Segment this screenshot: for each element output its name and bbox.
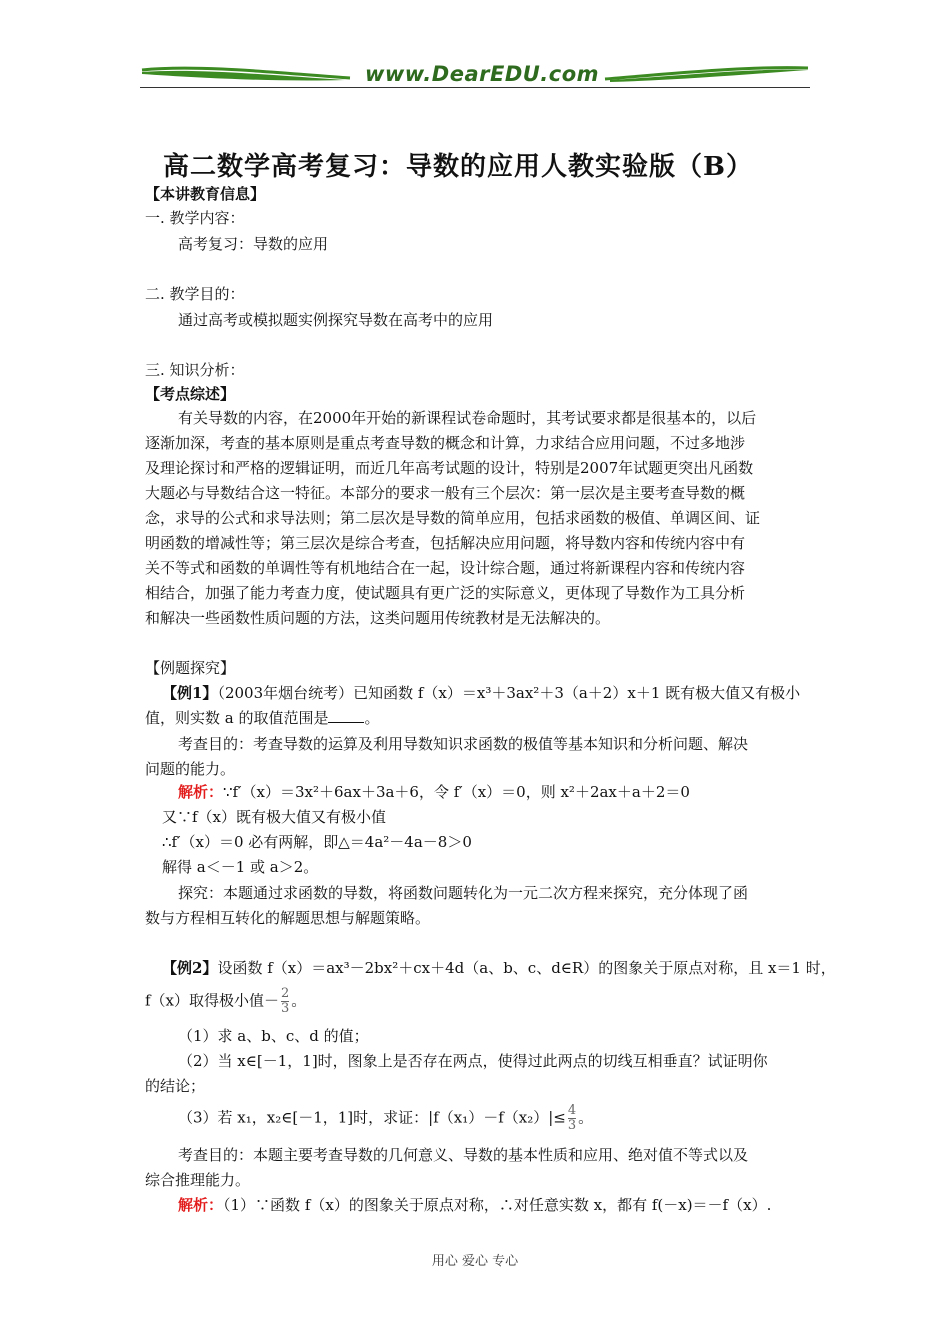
- ex2-q3-pre: （3）若 x₁，x₂∈[－1，1]时，求证：|f（x₁）－f（x₂）|≤: [178, 1108, 566, 1127]
- s3-para-line: 相结合，加强了能力考查力度，使试题具有更广泛的实际意义，更体现了导数作为工具分析: [145, 584, 746, 602]
- ex1-goal-line: 问题的能力。: [145, 760, 236, 778]
- fraction: [281, 987, 289, 1016]
- fraction-numerator: 2: [281, 986, 290, 1001]
- ex2-question-1: （1）求 a、b、c、d 的值；: [178, 1027, 369, 1045]
- ex1-solution-text: ∵f′（x）＝3x²＋6ax＋3a＋6，令 f′（x）＝0，则 x²＋2ax＋a＋2＝0: [223, 783, 690, 801]
- s2-body: 通过高考或模拟题实例探究导数在高考中的应用: [178, 311, 494, 329]
- s2-heading: 二. 教学目的：: [145, 285, 245, 303]
- s1-heading: 一. 教学内容：: [145, 209, 245, 227]
- ex1-line2: [145, 708, 380, 728]
- ex2-line1: [162, 958, 836, 978]
- ex2-question-2-cont: 的结论；: [145, 1077, 206, 1095]
- fraction-denominator: 3: [567, 1118, 577, 1133]
- header-divider: [140, 87, 810, 88]
- ex1-solution-label: 解析：: [178, 783, 224, 801]
- site-header: [140, 58, 810, 94]
- s3-heading: 三. 知识分析：: [145, 361, 245, 379]
- ex1-line2-pre: 值，则实数 a 的取值范围是: [145, 709, 329, 727]
- fraction: [568, 1104, 576, 1133]
- ex2-solution-line: [178, 1195, 771, 1215]
- s3-subheading: 【考点综述】: [145, 385, 236, 403]
- answer-blank: [328, 709, 364, 723]
- ex2-tag: 【例2】: [162, 959, 218, 977]
- ex2-question-2: （2）当 x∈[－1，1]时，图象上是否存在两点，使得过此两点的切线互相垂直？试证明你: [178, 1052, 768, 1070]
- ex1-line1-text: （2003年烟台统考）已知函数 f（x）＝x³＋3ax²＋3（a＋2）x＋1 既有极大值又有极小: [217, 684, 801, 702]
- ex1-line1: [162, 683, 800, 703]
- ex2-q3-post: 。: [578, 1108, 594, 1127]
- ex2-line2-post: 。: [291, 991, 307, 1010]
- ex2-line2-pre: f（x）取得极小值－: [145, 991, 280, 1010]
- s3-para-line: 念，求导的公式和求导法则；第二层次是导数的简单应用，包括求函数的极值、单调区间、证: [145, 509, 761, 527]
- ex1-line2-post: 。: [364, 709, 380, 727]
- s3-para-line: 明函数的增减性等；第三层次是综合考查，包括解决应用问题，将导数内容和传统内容中有: [145, 534, 746, 552]
- page-title: 高二数学高考复习：导数的应用人教实验版（B）: [163, 152, 753, 182]
- s3-para-line: 和解决一些函数性质问题的方法，这类问题用传统教材是无法解决的。: [145, 609, 611, 627]
- ex1-tag: 【例1】: [162, 684, 218, 702]
- ex2-solution-text: （1）∵函数 f（x）的图象关于原点对称，∴对任意实数 x，都有 f(－x)＝－f（x）.: [223, 1196, 772, 1214]
- ex2-question-3: [178, 1104, 593, 1133]
- s3-para-line: 有关导数的内容，在2000年开始的新课程试卷命题时，其考试要求都是很基本的，以后: [178, 409, 757, 427]
- site-logo-text: www.DearEDU.com: [364, 62, 600, 86]
- ex1-explore-line: 数与方程相互转化的解题思想与解题策略。: [145, 909, 431, 927]
- page-footer: 用心 爱心 专心: [431, 1254, 519, 1269]
- fraction-denominator: 3: [281, 1001, 290, 1016]
- ex1-solution-line: 解得 a＜－1 或 a＞2。: [162, 858, 319, 876]
- s3-para-line: 及理论探讨和严格的逻辑证明，而近几年高考试题的设计，特别是2007年试题更突出凡函数: [145, 459, 754, 477]
- ex1-solution-line: ∴f′（x）＝0 必有两解，即△＝4a²－4a－8＞0: [162, 833, 472, 851]
- ex2-goal-line: 综合推理能力。: [145, 1171, 251, 1189]
- examples-heading: 【例题探究】: [145, 659, 236, 677]
- ex1-goal-line: 考查目的：考查导数的运算及利用导数知识求函数的极值等基本知识和分析问题、解决: [178, 735, 749, 753]
- ex1-solution-line: 又∵f（x）既有极大值又有极小值: [162, 808, 387, 826]
- ex2-goal-line: 考查目的：本题主要考查导数的几何意义、导数的基本性质和应用、绝对值不等式以及: [178, 1146, 749, 1164]
- ex1-explore-line: 探究：本题通过求函数的导数，将函数问题转化为一元二次方程来探究，充分体现了函: [178, 884, 749, 902]
- s3-para-line: 大题必与导数结合这一特征。本部分的要求一般有三个层次：第一层次是主要考查导数的概: [145, 484, 746, 502]
- ex2-line1-text: 设函数 f（x）＝ax³－2bx²＋cx＋4d（a、b、c、d∈R）的图象关于原点对称，且 x＝1 时，: [217, 959, 836, 977]
- fraction-numerator: 4: [567, 1103, 577, 1118]
- s1-body: 高考复习：导数的应用: [178, 235, 329, 253]
- s3-para-line: 逐渐加深，考查的基本原则是重点考查导数的概念和计算，力求结合应用问题，不过多地涉: [145, 434, 746, 452]
- s3-para-line: 关不等式和函数的单调性等有机地结合在一起，设计综合题，通过将新课程内容和传统内容: [145, 559, 746, 577]
- ex2-line2: [145, 987, 306, 1016]
- ex1-solution-line: [178, 782, 690, 802]
- ex2-solution-label: 解析：: [178, 1196, 224, 1214]
- section-info-heading: 【本讲教育信息】: [145, 185, 266, 203]
